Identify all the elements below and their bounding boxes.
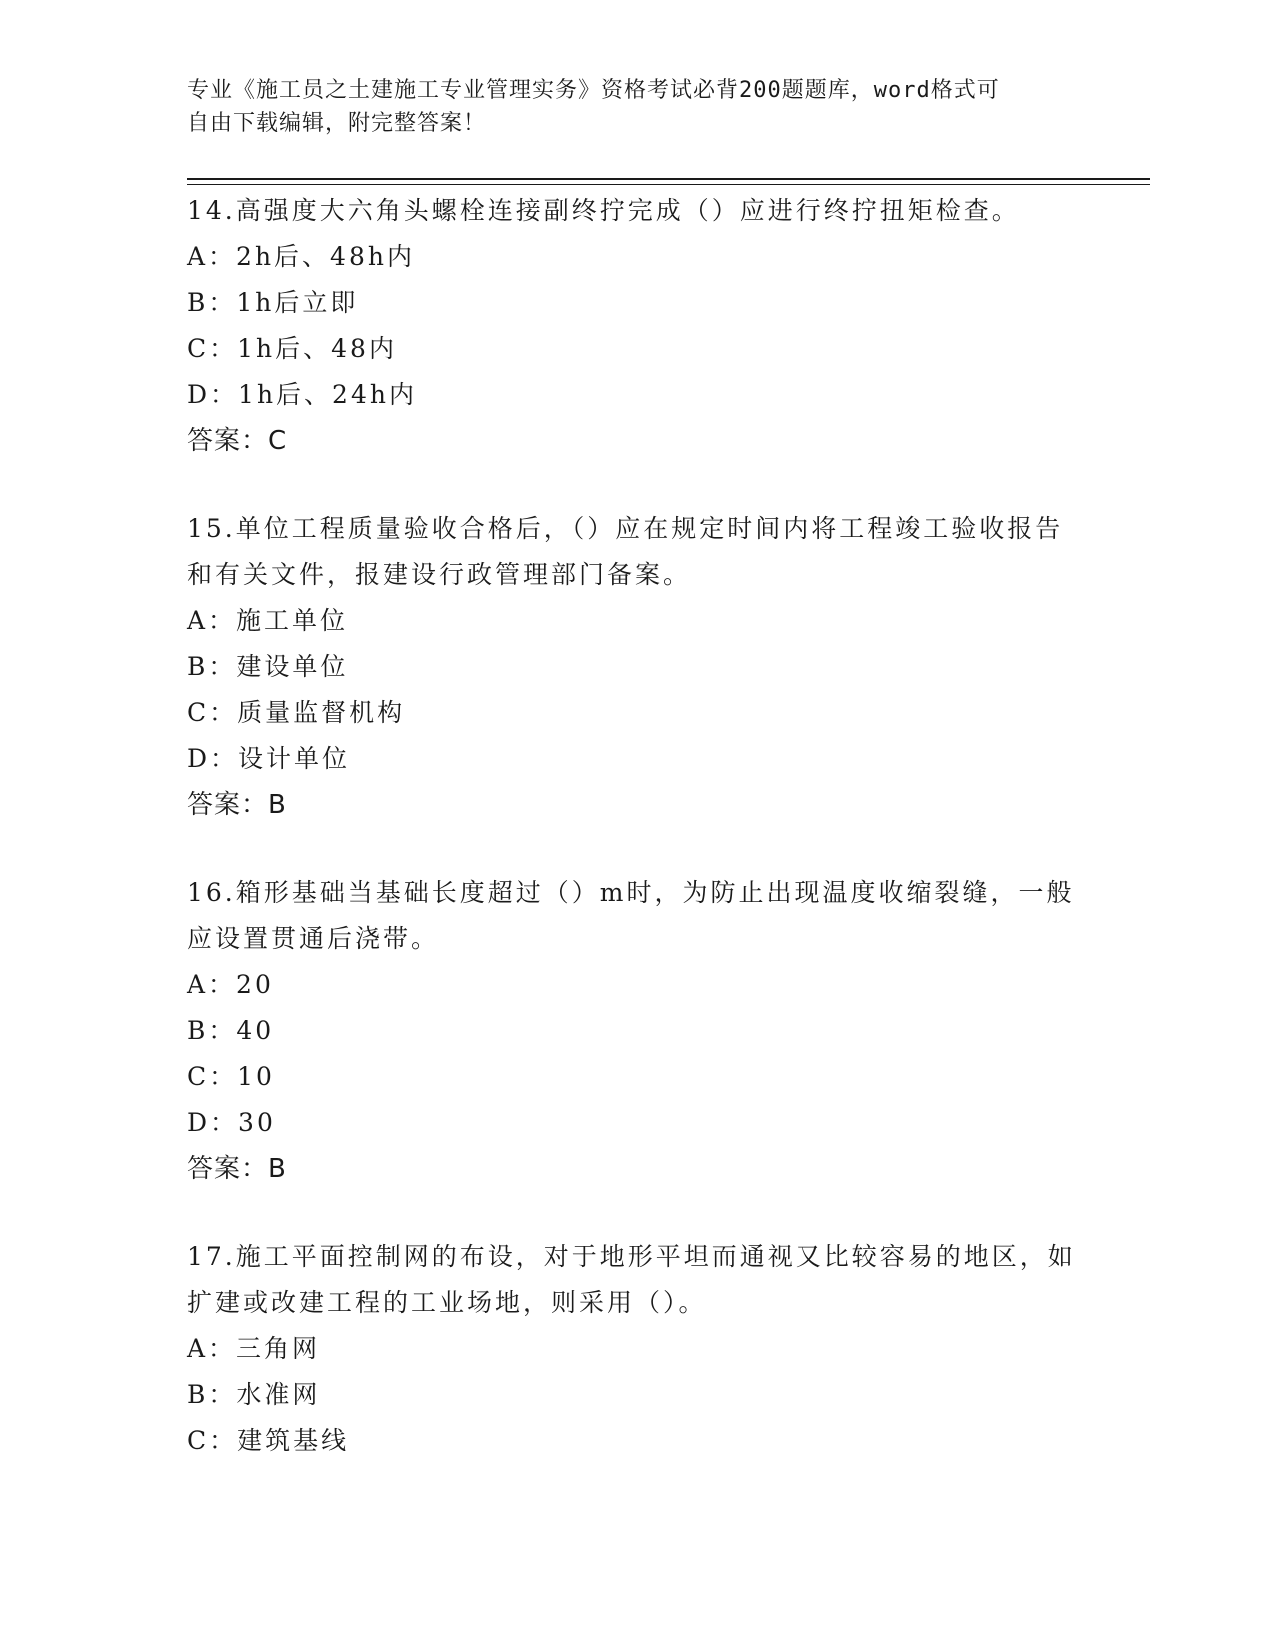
option-d: D：设计单位 — [187, 744, 351, 773]
question-15 — [187, 506, 1087, 828]
option-c: C：10 — [187, 1062, 275, 1091]
question-list — [187, 188, 1087, 1506]
option-c: C：建筑基线 — [187, 1426, 350, 1455]
question-stem: 14.高强度大六角头螺栓连接副终拧完成（）应进行终拧扭矩检查。 — [187, 196, 1020, 225]
option-a: A：三角网 — [187, 1334, 321, 1363]
option-c: C：质量监督机构 — [187, 698, 406, 727]
option-b: B：40 — [187, 1016, 275, 1045]
option-b: B：1h后立即 — [187, 288, 359, 317]
option-c: C：1h后、48内 — [187, 334, 397, 363]
answer-line: 答案：B — [187, 790, 287, 820]
question-stem: 15.单位工程质量验收合格后，（）应在规定时间内将工程竣工验收报告和有关文件，报建设行政管理部门备案。 — [187, 514, 1064, 589]
header-line-2: 自由下载编辑，附完整答案！ — [187, 111, 487, 136]
document-header — [187, 74, 1087, 140]
option-d: D：1h后、24h内 — [187, 380, 417, 409]
option-d: D：30 — [187, 1108, 276, 1137]
header-line-1: 专业《施工员之土建施工专业管理实务》资格考试必背200题题库，word格式可 — [187, 78, 1000, 103]
answer-line: 答案：B — [187, 1154, 287, 1184]
question-14 — [187, 188, 1087, 464]
option-a: A：2h后、48h内 — [187, 242, 415, 271]
answer-line: 答案：C — [187, 426, 288, 456]
header-divider-thick — [187, 178, 1150, 180]
question-stem: 16.箱形基础当基础长度超过（）m时，为防止出现温度收缩裂缝，一般应设置贯通后浇带。 — [187, 878, 1075, 953]
question-17 — [187, 1234, 1087, 1464]
option-a: A：施工单位 — [187, 606, 349, 635]
question-16 — [187, 870, 1087, 1192]
question-stem: 17.施工平面控制网的布设，对于地形平坦而通视又比较容易的地区，如扩建或改建工程的工业场地，则采用（）。 — [187, 1242, 1076, 1317]
option-a: A：20 — [187, 970, 274, 999]
option-b: B：水准网 — [187, 1380, 321, 1409]
option-b: B：建设单位 — [187, 652, 349, 681]
header-divider-thin — [187, 184, 1150, 185]
